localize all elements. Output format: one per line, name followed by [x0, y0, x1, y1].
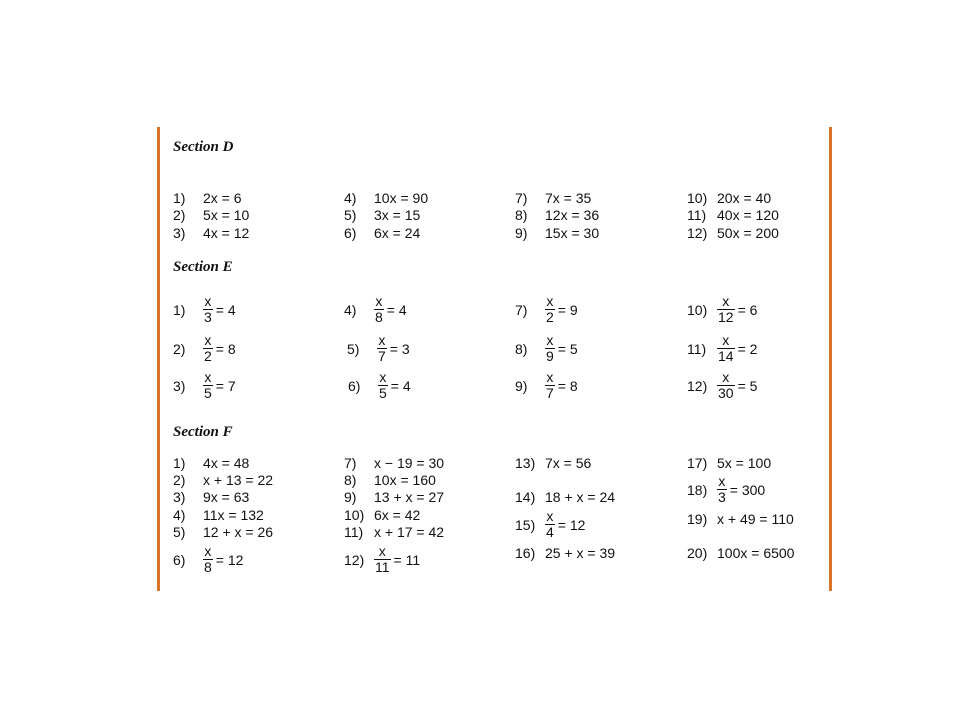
equation: 100x = 6500: [717, 545, 795, 561]
equation-rhs: = 11: [393, 551, 421, 568]
problem-item: [687, 455, 771, 471]
problem-number: 1): [173, 455, 186, 471]
problem-number: 4): [344, 190, 357, 206]
equation: 18 + x = 24: [545, 489, 616, 505]
fraction: [545, 294, 555, 325]
problem-number: 5): [173, 524, 186, 540]
fraction-numerator: x: [722, 293, 730, 309]
equation: 50x = 200: [717, 225, 779, 241]
problem-item: [344, 524, 444, 540]
fraction: [545, 509, 555, 540]
problem-number: 2): [173, 472, 186, 488]
problem-number: 14): [515, 489, 536, 505]
equation-rhs: = 5: [737, 377, 758, 394]
equation-rhs: = 9: [557, 301, 578, 318]
problem-number: 6): [173, 551, 186, 568]
problem-number: 5): [344, 207, 357, 223]
equation-rhs: = 3: [389, 340, 410, 357]
problem-number: 7): [344, 455, 357, 471]
fraction: [717, 474, 727, 505]
problem-item: [687, 370, 757, 401]
problem-number: 6): [344, 225, 357, 241]
problem-item: [173, 544, 243, 575]
fraction: [717, 333, 735, 364]
problem-number: 3): [173, 489, 186, 505]
equation: x + 13 = 22: [203, 472, 274, 488]
problem-number: 2): [173, 207, 186, 223]
fraction-numerator: x: [722, 369, 730, 385]
fraction-numerator: x: [378, 543, 386, 559]
section-title: Section E: [173, 259, 233, 275]
equation: 4x = 48: [203, 455, 250, 471]
problem-item: [515, 190, 591, 206]
equation: x + 17 = 42: [374, 524, 445, 540]
fraction-denominator: 5: [379, 385, 387, 401]
equation-rhs: = 2: [737, 340, 758, 357]
fraction-denominator: 14: [718, 348, 734, 364]
problem-item: [344, 225, 420, 241]
equation: 12x = 36: [545, 207, 600, 223]
equation: 15x = 30: [545, 225, 600, 241]
equation: 9x = 63: [203, 489, 250, 505]
equation: 5x = 100: [717, 455, 772, 471]
problem-number: 8): [515, 207, 528, 223]
problem-item: [348, 370, 411, 401]
problem-item: [687, 511, 794, 527]
equation: 20x = 40: [717, 190, 772, 206]
problem-item: [173, 472, 273, 488]
problem-item: [344, 455, 444, 471]
fraction-denominator: 4: [546, 524, 554, 540]
problem-number: 11): [687, 340, 707, 357]
equation-rhs: = 4: [215, 301, 236, 318]
problem-item: [515, 509, 585, 540]
problem-item: [344, 294, 407, 325]
equation-rhs: = 8: [557, 377, 578, 394]
problem-number: 15): [515, 516, 536, 533]
fraction-numerator: x: [204, 543, 212, 559]
problem-item: [687, 333, 757, 364]
problem-number: 12): [687, 225, 708, 241]
equation: 10x = 160: [374, 472, 436, 488]
problem-number: 9): [515, 377, 528, 394]
problem-item: [173, 489, 249, 505]
problem-number: 11): [687, 207, 707, 223]
fraction-numerator: x: [378, 332, 386, 348]
problem-item: [344, 472, 436, 488]
problem-item: [687, 545, 794, 561]
problem-number: 7): [515, 190, 528, 206]
fraction-denominator: 9: [546, 348, 554, 364]
problem-item: [515, 455, 591, 471]
fraction: [203, 544, 213, 575]
problem-item: [173, 455, 249, 471]
problem-number: 1): [173, 301, 186, 318]
equation-rhs: = 5: [557, 340, 578, 357]
equation: 13 + x = 27: [374, 489, 445, 505]
problem-item: [173, 207, 249, 223]
fraction-denominator: 2: [204, 348, 212, 364]
problem-number: 1): [173, 190, 186, 206]
fraction: [377, 333, 387, 364]
fraction-numerator: x: [379, 369, 387, 385]
fraction: [203, 294, 213, 325]
fraction-denominator: 8: [375, 309, 383, 325]
equation-rhs: = 4: [390, 377, 411, 394]
problem-item: [173, 524, 273, 540]
fraction: [374, 294, 384, 325]
problem-number: 11): [344, 524, 364, 540]
problem-number: 18): [687, 481, 708, 498]
equation: 7x = 35: [545, 190, 592, 206]
fraction-denominator: 3: [718, 489, 726, 505]
fraction-denominator: 2: [546, 309, 554, 325]
fraction-denominator: 5: [204, 385, 212, 401]
problem-number: 10): [344, 507, 365, 523]
equation: 2x = 6: [203, 190, 242, 206]
fraction-numerator: x: [546, 508, 554, 524]
equation: 12 + x = 26: [203, 524, 274, 540]
equation: 4x = 12: [203, 225, 250, 241]
problem-item: [173, 507, 264, 523]
problem-number: 12): [687, 377, 708, 394]
equation-rhs: = 12: [215, 551, 244, 568]
fraction: [545, 370, 555, 401]
problem-number: 8): [344, 472, 357, 488]
problem-item: [687, 294, 757, 325]
problem-item: [515, 333, 578, 364]
problem-item: [173, 294, 236, 325]
problem-number: 20): [687, 545, 708, 561]
fraction-denominator: 12: [718, 309, 734, 325]
fraction-numerator: x: [375, 293, 383, 309]
problem-number: 5): [347, 340, 360, 357]
problem-item: [687, 190, 771, 206]
equation-rhs: = 6: [737, 301, 758, 318]
problem-item: [515, 489, 615, 505]
fraction: [203, 370, 213, 401]
fraction-numerator: x: [204, 332, 212, 348]
problem-item: [687, 474, 765, 505]
equation-rhs: = 7: [215, 377, 236, 394]
fraction: [545, 333, 555, 364]
problem-item: [173, 190, 242, 206]
problem-item: [515, 294, 578, 325]
problem-number: 17): [687, 455, 708, 471]
section-title: Section F: [173, 424, 233, 440]
problem-number: 2): [173, 340, 186, 357]
problem-number: 12): [344, 551, 365, 568]
equation: 3x = 15: [374, 207, 421, 223]
problem-item: [687, 225, 779, 241]
problem-number: 9): [344, 489, 357, 505]
problem-item: [344, 489, 444, 505]
section-title: Section D: [173, 139, 234, 155]
fraction-numerator: x: [546, 369, 554, 385]
fraction: [378, 370, 388, 401]
fraction: [717, 294, 735, 325]
equation: 11x = 132: [203, 507, 264, 523]
problem-number: 9): [515, 225, 528, 241]
problem-number: 16): [515, 545, 536, 561]
problem-item: [347, 333, 410, 364]
fraction: [374, 544, 391, 575]
fraction-numerator: x: [718, 473, 726, 489]
problem-number: 4): [344, 301, 357, 318]
problem-number: 10): [687, 301, 708, 318]
equation-rhs: = 300: [729, 481, 766, 498]
problem-number: 3): [173, 225, 186, 241]
problem-number: 7): [515, 301, 528, 318]
fraction-numerator: x: [204, 293, 212, 309]
problem-item: [515, 207, 599, 223]
problem-item: [344, 544, 420, 575]
equation: x + 49 = 110: [717, 511, 794, 527]
fraction-numerator: x: [204, 369, 212, 385]
equation: 6x = 42: [374, 507, 421, 523]
equation: 5x = 10: [203, 207, 250, 223]
fraction-numerator: x: [546, 332, 554, 348]
problem-item: [687, 207, 779, 223]
equation: x − 19 = 30: [374, 455, 445, 471]
problem-item: [515, 370, 578, 401]
fraction-denominator: 7: [378, 348, 386, 364]
equation: 6x = 24: [374, 225, 421, 241]
problem-item: [515, 545, 615, 561]
fraction: [717, 370, 735, 401]
problem-item: [515, 225, 599, 241]
problem-item: [344, 507, 420, 523]
problem-number: 6): [348, 377, 361, 394]
fraction-numerator: x: [546, 293, 554, 309]
equation: 25 + x = 39: [545, 545, 616, 561]
equation: 7x = 56: [545, 455, 592, 471]
fraction-numerator: x: [722, 332, 730, 348]
problem-item: [344, 207, 420, 223]
fraction-denominator: 30: [718, 385, 734, 401]
equation-rhs: = 4: [386, 301, 407, 318]
fraction-denominator: 8: [204, 559, 212, 575]
problem-number: 4): [173, 507, 186, 523]
equation: 10x = 90: [374, 190, 429, 206]
problem-number: 10): [687, 190, 708, 206]
problem-item: [173, 333, 236, 364]
fraction-denominator: 11: [375, 559, 390, 575]
equation-rhs: = 12: [557, 516, 586, 533]
fraction-denominator: 7: [546, 385, 554, 401]
problem-item: [173, 370, 236, 401]
problem-number: 19): [687, 511, 708, 527]
problem-number: 13): [515, 455, 536, 471]
problem-number: 3): [173, 377, 186, 394]
problem-item: [344, 190, 428, 206]
problem-item: [173, 225, 249, 241]
equation-rhs: = 8: [215, 340, 236, 357]
fraction-denominator: 3: [204, 309, 212, 325]
fraction: [203, 333, 213, 364]
equation: 40x = 120: [717, 207, 779, 223]
problem-number: 8): [515, 340, 528, 357]
